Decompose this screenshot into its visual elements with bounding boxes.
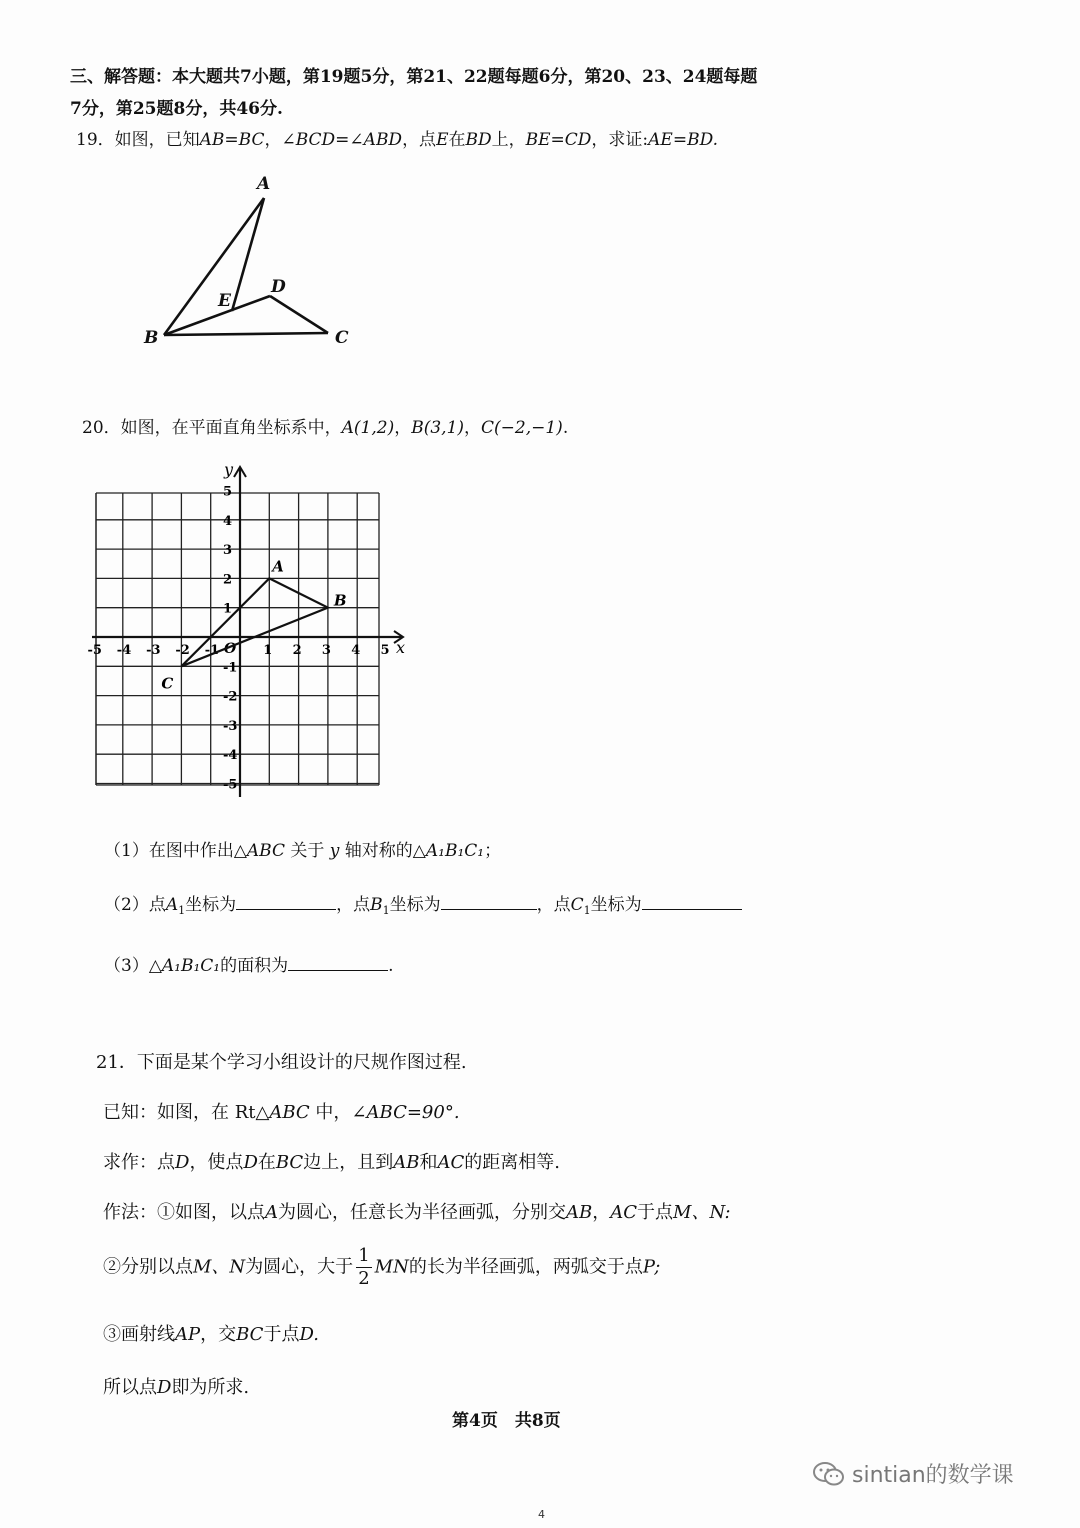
- q21-step1: [103, 1198, 731, 1224]
- q20-point-a: A(1,2): [341, 418, 395, 438]
- q21-task-ac: AC: [437, 1152, 465, 1173]
- y-tick-label: -2: [223, 689, 238, 705]
- x-tick-label: -5: [87, 643, 102, 658]
- fraction-denominator: 2: [358, 1268, 370, 1289]
- q20-sub1-abc: ABC: [246, 841, 285, 861]
- q20-sub2-b-subscript: 1: [382, 904, 390, 917]
- q21-known-abc: ABC: [269, 1102, 310, 1123]
- q20-statement: [82, 413, 568, 438]
- q21-conclusion-d: D: [157, 1377, 172, 1398]
- q21-step3-d: D.: [299, 1324, 319, 1345]
- q20-point-b: B(3,1): [411, 418, 465, 438]
- q21-task-d2: D: [243, 1152, 258, 1173]
- fraction-one-half: [356, 1245, 371, 1290]
- q20-sub2: [104, 890, 742, 917]
- q21-step3-ap: AP: [175, 1324, 201, 1345]
- axes: [92, 460, 405, 797]
- q20-coordinate-grid: [87, 455, 420, 800]
- q21-task-prefix: 求作：点: [103, 1152, 175, 1173]
- q21-task-ab: AB: [393, 1152, 420, 1173]
- q21-step1-ab: AB: [566, 1202, 593, 1223]
- segment-ae: [232, 198, 264, 311]
- q21-step1-prefix: 作法：①如图，以点: [103, 1202, 265, 1223]
- q19-eq3: BE=CD: [525, 130, 592, 150]
- q20-sub2-label: （2）点: [104, 895, 166, 915]
- q21-known: [103, 1098, 460, 1124]
- q20-sub2-a: A: [165, 895, 179, 915]
- q20-sub2-coord-a: 坐标为: [185, 895, 237, 915]
- y-tick-label: 1: [223, 601, 233, 617]
- q19-number: 19．: [76, 130, 115, 150]
- answer-blank-c1[interactable]: [642, 908, 742, 910]
- q21-task-and: 和: [419, 1152, 438, 1173]
- q21-step2-mn2: MN: [374, 1256, 409, 1278]
- grid-lines: [96, 493, 379, 785]
- q20-sub3: [104, 951, 394, 976]
- q20-sub3-end: .: [388, 956, 394, 976]
- q21-step1-mn: M、N:: [673, 1202, 731, 1223]
- q21-task-mid2: 在: [257, 1152, 276, 1173]
- x-tick-label: -4: [116, 643, 132, 658]
- grid-label-a: A: [272, 557, 284, 576]
- x-tick-label: -1: [204, 643, 220, 658]
- q19-prove: ，求证:: [591, 130, 649, 150]
- segment-bd: [164, 296, 270, 335]
- q21-step2: [103, 1245, 660, 1290]
- segment-bc: [164, 333, 328, 335]
- answer-blank-area[interactable]: [288, 969, 388, 971]
- segment-dc: [270, 296, 328, 333]
- q21-step3-mid: ，交: [200, 1324, 237, 1345]
- q20-sub2-c-subscript: 1: [583, 904, 591, 917]
- grid-label-c: C: [161, 674, 174, 693]
- watermark: [812, 1458, 1014, 1489]
- x-axis-label: x: [396, 638, 406, 657]
- q20-sub2-a-subscript: 1: [178, 904, 186, 917]
- q21-task-d1: D: [175, 1152, 190, 1173]
- q21-step3-bc: BC: [236, 1324, 264, 1345]
- section-heading-line1: 三、解答题：本大题共7小题，第19题5分，第21、22题每题6分，第20、23、24题每题: [70, 67, 758, 87]
- q21-step3-prefix: ③画射线: [103, 1324, 175, 1345]
- q19-sep: ，: [264, 130, 282, 150]
- y-tick-label: 4: [223, 513, 233, 529]
- y-tick-label: 3: [223, 543, 233, 559]
- x-tick-label: -3: [146, 643, 161, 658]
- segment-ab: [164, 198, 264, 335]
- q20-sub1-mid: 关于: [284, 841, 330, 861]
- y-tick-label: -1: [223, 660, 238, 676]
- q20-sub1-y: y: [329, 841, 340, 861]
- q20-sub3-tri: A₁B₁C₁: [161, 956, 221, 976]
- q20-sub1: [104, 836, 501, 861]
- q21-conclusion: [103, 1373, 249, 1399]
- q20-sub3-label: （3）△: [104, 956, 162, 976]
- q21-intro-text: 下面是某个学习小组设计的尺规作图过程.: [136, 1052, 467, 1073]
- q20-sub2-c: C: [570, 895, 584, 915]
- q21-task-mid3: 边上，且到: [303, 1152, 394, 1173]
- q19-mid: ，点: [402, 130, 437, 150]
- y-tick-label: -4: [223, 748, 238, 764]
- q20-point-c: C(−2,−1): [481, 418, 563, 438]
- q21-step1-a: A: [265, 1202, 278, 1223]
- y-tick-label: 2: [223, 572, 233, 588]
- q21-step2-mid: 为圆心，大于: [245, 1256, 354, 1278]
- q20-end: .: [562, 418, 569, 438]
- q21-known-prefix: 已知：如图，在 Rt△: [103, 1102, 270, 1123]
- q19-label-b: B: [144, 328, 159, 348]
- x-tick-label: 2: [292, 643, 302, 658]
- q20-number: 20．: [82, 418, 121, 438]
- fraction-numerator: 1: [358, 1245, 370, 1266]
- q20-sub1-tail: 轴对称的△: [339, 841, 426, 861]
- x-tick-label: 3: [321, 643, 331, 658]
- q19-eq1: AB=BC: [199, 130, 265, 150]
- q21-conclusion-end: 即为所求.: [171, 1377, 250, 1398]
- q19-eq2: ∠BCD=∠ABD: [281, 130, 403, 150]
- q21-task-end: 的距离相等.: [464, 1152, 560, 1173]
- q20-sub2-b: B: [370, 895, 383, 915]
- page-number: 4: [538, 1508, 545, 1521]
- y-tick-label: -5: [223, 777, 238, 793]
- q20-sep1: ，: [394, 418, 412, 438]
- q20-sub1-target: A₁B₁C₁: [425, 841, 485, 861]
- q21-task-mid: ，使点: [189, 1152, 244, 1173]
- x-tick-label: 5: [380, 643, 390, 658]
- q21-step1-mid2: ，: [592, 1202, 611, 1223]
- q21-step2-end: 的长为半径画弧，两弧交于点: [408, 1256, 643, 1278]
- triangle-abc: [181, 578, 328, 666]
- y-tick-labels: [223, 485, 237, 793]
- y-axis-label: y: [224, 460, 234, 479]
- q20-prefix: 如图，在平面直角坐标系中，: [120, 418, 342, 438]
- answer-blank-b1[interactable]: [441, 908, 537, 910]
- wechat-icon: [812, 1460, 846, 1488]
- q21-conclusion-prefix: 所以点: [103, 1377, 157, 1398]
- q19-seg-bd: BD: [465, 130, 492, 150]
- q19-triangle-figure: [130, 165, 370, 355]
- y-tick-label: -3: [223, 718, 238, 734]
- q20-sub1-end: ；: [484, 841, 502, 861]
- q19-on: 在: [448, 130, 466, 150]
- q19-prefix: 如图，已知: [114, 130, 200, 150]
- q21-known-angle: ∠ABC=90°.: [351, 1102, 460, 1123]
- q21-task-bc: BC: [275, 1152, 304, 1173]
- q21-task: [103, 1148, 560, 1174]
- q19-up: 上，: [491, 130, 526, 150]
- x-tick-label: 4: [351, 643, 361, 658]
- q21-number: 21．: [96, 1052, 137, 1073]
- x-tick-label: -2: [175, 643, 190, 658]
- origin-label: O: [224, 641, 237, 657]
- q21-step1-mid: 为圆心，任意长为半径画弧，分别交: [278, 1202, 566, 1223]
- q21-step1-mid3: 于点: [637, 1202, 674, 1223]
- q21-known-mid: 中，: [309, 1102, 352, 1123]
- q20-sub3-tail: 的面积为: [220, 956, 289, 976]
- q19-label-d: D: [271, 277, 286, 297]
- q21-step3-mid2: 于点: [263, 1324, 300, 1345]
- answer-blank-a1[interactable]: [236, 908, 336, 910]
- q20-sep2: ，: [464, 418, 482, 438]
- q21-step2-prefix: ②分别以点: [103, 1256, 193, 1278]
- q21-step1-ac: AC: [610, 1202, 638, 1223]
- y-tick-label: 5: [223, 484, 233, 500]
- q19-label-a: A: [257, 174, 271, 194]
- x-tick-label: 1: [263, 643, 273, 658]
- page-info: 第4页 共8页: [452, 1411, 561, 1431]
- section-heading-line2: 7分，第25题8分，共46分.: [70, 99, 283, 119]
- q20-sub2-coord-b: 坐标为: [389, 895, 441, 915]
- q20-sub2-sep2: ，点: [536, 895, 571, 915]
- grid-label-b: B: [333, 591, 347, 610]
- q21-step2-mn: M、N: [193, 1256, 246, 1278]
- q21-step3: [103, 1320, 319, 1346]
- x-tick-labels: [88, 643, 390, 658]
- q20-sub2-coord-c: 坐标为: [590, 895, 642, 915]
- q21-intro: [96, 1048, 467, 1074]
- watermark-text: sintian的数学课: [852, 1463, 1014, 1488]
- q20-sub2-sep1: ，点: [336, 895, 371, 915]
- q20-sub1-label: （1）在图中作出△: [104, 841, 247, 861]
- q19-eq4: AE=BD.: [648, 130, 718, 150]
- q19-statement: [76, 125, 718, 150]
- q21-step2-p: P;: [642, 1256, 661, 1278]
- q19-label-c: C: [335, 328, 349, 348]
- q19-point-e: E: [436, 130, 449, 150]
- q19-label-e: E: [218, 291, 231, 311]
